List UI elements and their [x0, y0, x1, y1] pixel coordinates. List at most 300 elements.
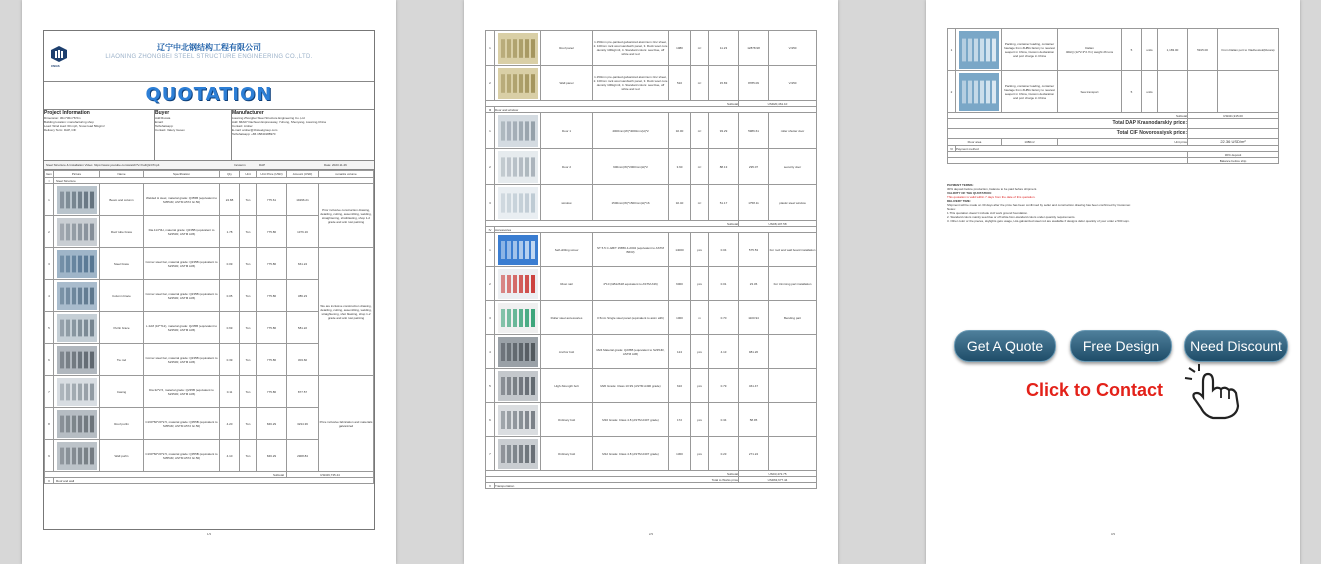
subtotal-label: Subtotal	[45, 472, 287, 478]
cell-amount: 1758.11	[739, 185, 769, 221]
cell-name: Roof panel	[541, 31, 593, 66]
total-dap-row	[948, 119, 1279, 129]
product-photo	[57, 314, 97, 342]
cell-name: Casing	[100, 376, 144, 408]
cell-name: Door 1	[541, 113, 593, 149]
cell-price: 15.83	[709, 66, 739, 101]
manufacturer-line: Contact: Amber	[232, 124, 253, 128]
click-to-contact-link[interactable]: Click to Contact	[1026, 380, 1164, 400]
picture-cell	[54, 408, 100, 440]
company-header	[44, 31, 374, 82]
cell-desc: Packing, container loading, container haulage from ZHBG factory to nearest seaport in China, Custom declaration and port charge in China	[1002, 29, 1058, 71]
cell-qty: 6000	[669, 267, 691, 301]
picture-cell	[54, 440, 100, 472]
cell-qty: 1000	[669, 301, 691, 335]
product-photo	[57, 218, 97, 246]
cell-unit: Ton	[240, 344, 257, 376]
cell-spec: M16 Grade: Class 4.8 (ASTM A307 grade)	[593, 403, 669, 437]
cell-qty: 1080	[669, 31, 691, 66]
item-number: 3	[486, 301, 495, 335]
product-photo	[57, 250, 97, 278]
cell-unit: pcs	[691, 335, 709, 369]
cell-unit: Ton	[240, 312, 257, 344]
cell-name: Column brace	[100, 280, 144, 312]
picture-cell	[495, 31, 541, 66]
buyer-line: Add:Russia	[155, 116, 171, 120]
total-value: USD63,677.44	[739, 477, 817, 483]
section-number: V	[486, 483, 495, 489]
section-title: Payment method	[956, 146, 1279, 152]
cell-remark: V-950	[769, 31, 817, 66]
table-row	[486, 185, 817, 221]
subtotal-value: USD3,472.75	[739, 471, 817, 477]
cell-unit: units	[1142, 71, 1158, 113]
item-number: 1	[486, 233, 495, 267]
cell-qty: 510	[669, 66, 691, 101]
cell-name: Door 2	[541, 149, 593, 185]
cell-remark: For roof and wall board installation	[769, 233, 817, 267]
manufacturer-line: Tel/whatsapp: +86 15840188970	[232, 132, 276, 136]
cell-amount: 303.60	[287, 344, 319, 376]
cell-name: Wall purlin	[100, 440, 144, 472]
item-number: 6	[45, 344, 54, 376]
table-row	[486, 369, 817, 403]
cell-name: Tie rod	[100, 344, 144, 376]
item-number: 2	[948, 71, 956, 113]
cell-unit: Ton	[240, 408, 257, 440]
unit-price-label: Unit price	[1058, 139, 1188, 146]
note-line: 1.This quotation doesn't include civil work ground foundation.	[947, 211, 1028, 215]
picture-cell	[495, 113, 541, 149]
total-label: Total to Works price	[486, 477, 739, 483]
floor-area-label: Floor area	[948, 139, 1002, 146]
cell-qty: 4.20	[220, 408, 240, 440]
balance-label: Balance before ship	[1188, 158, 1279, 164]
cell-spec: Welded H steel, material grade: Q355B (equivalent to S355JR, ASTM A572 Gr.50)	[144, 184, 220, 216]
cell-qty: 14000	[669, 233, 691, 267]
item-number: 2	[486, 149, 495, 185]
page-number: 1/3	[206, 532, 212, 536]
remark-cell: Price inclusive fabrication and materials galvanized	[319, 376, 374, 472]
cell-unit: m²	[691, 31, 709, 66]
item-number: 7	[45, 376, 54, 408]
cell-spec: 1.150mm pre-painted galvanized aluminum zinc sheet, 2. 100mm rock wool sandwich panel, 3. Rock wool core density 100kg/m3, 4. Standard colors: sea blue, off white and red	[593, 66, 669, 101]
subtotal-value: USD21,915.00	[1188, 113, 1279, 119]
table-header-row	[45, 171, 374, 178]
unit-price-value: 22.36 USD/m²	[1188, 139, 1279, 146]
cell-price: 846.29	[257, 440, 287, 472]
item-number: 2	[486, 267, 495, 301]
table-row	[486, 149, 817, 185]
cell-amount: 877.57	[287, 376, 319, 408]
cell-name: Ordinary bolt	[541, 437, 593, 471]
cell-price: 11.23	[709, 31, 739, 66]
quotation-title: QUOTATION	[145, 84, 273, 105]
cell-amount: 386.23	[287, 280, 319, 312]
picture-cell	[54, 184, 100, 216]
subtotal-label: Subtotal	[486, 101, 739, 107]
cell-amount: 3234.36	[287, 408, 319, 440]
section-number: IV	[486, 227, 495, 233]
item-number: 1	[486, 113, 495, 149]
cell-price: 0.01	[709, 267, 739, 301]
picture-cell	[54, 344, 100, 376]
quotation-frame	[43, 30, 375, 530]
cell-price: 0.23	[709, 437, 739, 471]
cell-spec: Corner steel bar, material grade: Q235B (equivalent to S235JR, ASTM A36)	[144, 248, 220, 280]
video-bar	[44, 161, 374, 170]
payment-row	[948, 158, 1279, 164]
table-row	[486, 31, 817, 66]
picture-cell	[495, 437, 541, 471]
note-line: 30% deposit before production, balance to be paid before shipment.	[947, 187, 1038, 191]
cell-unit: Ton	[240, 184, 257, 216]
cell-spec: Dia.32*2.5, material grade: Q235B (equivalent to S235JR, ASTM A36)	[144, 376, 220, 408]
picture-cell	[956, 29, 1002, 71]
cell-amount	[1188, 71, 1218, 113]
product-photo	[498, 439, 538, 469]
cell-remark	[1218, 71, 1279, 113]
product-photo	[57, 282, 97, 310]
cell-spec: Corner steel bar, material grade: Q235B (equivalent to S235JR, ASTM A36)	[144, 344, 220, 376]
table-row	[486, 233, 817, 267]
cell-spec: ST 5.5 C-GB/T 15856.4-2002 (equivalent to ASTM B633)	[593, 233, 669, 267]
cell-amount: 981.26	[739, 335, 769, 369]
document-page-2	[464, 0, 838, 564]
picture-cell	[54, 376, 100, 408]
note-line: Notes:	[947, 207, 956, 211]
get-a-quote-button[interactable]: Get A Quote	[954, 330, 1056, 362]
cell-remark: roller shutter door	[769, 113, 817, 149]
steel-structure-table	[44, 170, 374, 484]
cell-unit: pcs	[691, 437, 709, 471]
cell-price: 1,183.00	[1158, 29, 1188, 71]
cell-name: Anchor bolt	[541, 335, 593, 369]
advance-label: 30% deposit	[1188, 152, 1279, 158]
project-line: Delivery Term: DAP, CIF	[44, 128, 77, 132]
document-page-1	[22, 0, 396, 564]
cell-unit: pcs	[691, 233, 709, 267]
col-header: Unit	[240, 171, 257, 178]
cell-unit: Ton	[240, 280, 257, 312]
cell-unit: Ton	[240, 248, 257, 280]
product-photo	[498, 33, 538, 64]
table-row	[948, 29, 1279, 71]
section-title: Steel Structure	[54, 178, 374, 184]
item-number: 6	[486, 403, 495, 437]
product-photo	[498, 187, 538, 219]
cell-name: Wall panel	[541, 66, 593, 101]
cell-amount: 19296.21	[287, 184, 319, 216]
buyer-info	[155, 110, 232, 161]
cell-spec: 1.150mm pre-painted galvanized aluminum zinc sheet, 2. 100mm rock wool sandwich panel, 3. Rock wool core density 100kg/m3, 4. Standard colors: sea blue, off white and red	[593, 31, 669, 66]
note-line: 2. Standard colors mainly sea blue or off white.Non-standard colors under quantity requirements.	[947, 215, 1076, 219]
cell-unit: Ton	[240, 216, 257, 248]
product-photo	[498, 269, 538, 299]
cell-qty: 1.78	[220, 216, 240, 248]
cell-amount: 5915.00	[1188, 29, 1218, 71]
cell-price: 0.34	[709, 403, 739, 437]
document-page-3	[926, 0, 1300, 564]
cell-price: 775.86	[257, 280, 287, 312]
cell-price: 51.17	[709, 185, 739, 221]
cell-price	[1158, 71, 1188, 113]
col-header: Item	[46, 172, 52, 176]
cell-amount: 575.53	[739, 233, 769, 267]
cell-spec: L 4xM (10*?12), material grade: Q235B (equivalent to S235JR, ASTM A36)	[144, 312, 220, 344]
cell-price: 0.79	[709, 369, 739, 403]
cell-amount: 581.22	[287, 312, 319, 344]
cell-unit: pcs	[691, 267, 709, 301]
cell-unit: pcs	[691, 403, 709, 437]
buyer-label: Buyer	[155, 110, 170, 116]
cell-amount: 1100.94	[739, 301, 769, 335]
cell-price: 93.29	[709, 113, 739, 149]
cell-amount: 5986.61	[739, 113, 769, 149]
project-line: Dimension: 30m*30m*8.5m	[44, 116, 81, 120]
item-number: 4	[486, 335, 495, 369]
cell-amount: 23.36	[739, 267, 769, 301]
picture-cell	[495, 233, 541, 267]
note-line: DELIVERY TIME:	[947, 199, 971, 203]
table-row	[486, 301, 817, 335]
cell-amount: 271.24	[739, 437, 769, 471]
col-header: remarks volume	[319, 171, 374, 178]
cell-qty: 0.11	[220, 376, 240, 408]
cell-remark: Bending part	[769, 301, 817, 335]
cell-name: High-Strength bolt	[541, 369, 593, 403]
table-row	[486, 267, 817, 301]
cell-price: 775.86	[257, 312, 287, 344]
cell-qty: 32.00	[669, 113, 691, 149]
cell-amount: 1376.16	[287, 216, 319, 248]
subtotal-value: USD20,461.10	[739, 101, 817, 107]
subtotal-label: Subtotal	[948, 113, 1188, 119]
cell-qty: 610	[669, 369, 691, 403]
picture-cell	[495, 66, 541, 101]
product-photo	[498, 68, 538, 99]
table-row	[948, 71, 1279, 113]
item-number: 5	[486, 369, 495, 403]
product-photo	[57, 410, 97, 438]
project-line: Load: Wind load: 60 mph, Snow load 50kg/m²	[44, 124, 105, 128]
cell-qty: 4.10	[220, 440, 240, 472]
incoterm-value: DAP	[259, 163, 266, 167]
cell-qty: 0.05	[220, 280, 240, 312]
cell-spec: M12 Grade: Class 4.8 (ASTM A307 grade)	[593, 437, 669, 471]
table-row	[486, 66, 817, 101]
table-row	[45, 376, 374, 408]
col-header: Name	[100, 171, 144, 178]
cell-desc: Packing, container loading, container haulage from ZHBG factory to nearest seaport in China, Custom declaration and port charge in China	[1002, 71, 1058, 113]
product-photo	[959, 73, 999, 111]
col-header: Amount (USD)	[287, 171, 319, 178]
subtotal-value: USD29,735.44	[287, 472, 374, 478]
cell-spec: 4*10 (GB12618 equivalent to ASTM A36)	[593, 267, 669, 301]
section-number: III	[486, 107, 495, 113]
item-number: 1	[486, 31, 495, 66]
section-number: II	[45, 478, 54, 484]
product-photo	[57, 442, 97, 470]
cell-price: 88.13	[709, 149, 739, 185]
item-number: 9	[45, 440, 54, 472]
cell-unit: m²	[691, 185, 709, 221]
item-number: 2	[486, 66, 495, 101]
cell-spec: M20 Grade: Class 10.9S (ASTM A490 grade)	[593, 369, 669, 403]
section-title: Transportation	[495, 483, 817, 489]
cell-qty: 3.60	[669, 149, 691, 185]
cell-name: Purlin brace	[100, 312, 144, 344]
product-photo	[498, 235, 538, 265]
cell-remark	[769, 335, 817, 369]
cell-remark: For trimming part installation	[769, 267, 817, 301]
buyer-line: Contact: Valery Gusev	[155, 128, 185, 132]
item-number: 8	[45, 408, 54, 440]
product-photo	[498, 115, 538, 147]
picture-cell	[54, 312, 100, 344]
cell-name: window	[541, 185, 593, 221]
product-photo	[57, 186, 97, 214]
cell-remark	[769, 437, 817, 471]
section-row	[45, 478, 374, 484]
subtotal-label: Subtotal	[486, 471, 739, 477]
company-name-cn: 辽宁中北钢结构工程有限公司	[157, 43, 261, 52]
product-photo	[57, 378, 97, 406]
picture-cell	[495, 185, 541, 221]
item-number: 2	[45, 216, 54, 248]
cell-amount: 461.47	[739, 369, 769, 403]
product-photo	[498, 151, 538, 183]
cell-price: 0.70	[709, 301, 739, 335]
cell-price: 4.13	[709, 335, 739, 369]
table-row	[486, 403, 817, 437]
picture-cell	[495, 267, 541, 301]
cell-unit: Ton	[240, 376, 257, 408]
product-photo	[959, 31, 999, 69]
cell-spec: M24 Material grade: Q235B (equivalent to S235JR, ASTM A36)	[593, 335, 669, 369]
cell-spec: 1500mm(W)*1500mm(H)*16	[593, 185, 669, 221]
subtotal-value: USD8,107.58	[739, 221, 817, 227]
cell-remark: security door	[769, 149, 817, 185]
item-number: 1	[45, 184, 54, 216]
pointing-hand-icon	[1181, 362, 1247, 420]
cell-spec: C160*60*20*2.5, material grade: Q355B (equivalent to S355JR, ASTM A572 Gr.50)	[144, 440, 220, 472]
materials-table	[485, 30, 817, 489]
quotation-frame	[485, 30, 817, 522]
cell-qty: 0.39	[220, 344, 240, 376]
project-line: Building location: manufacturing shop	[44, 120, 94, 124]
item-number: 3	[486, 185, 495, 221]
cell-qty: 172	[669, 403, 691, 437]
cell-qty: 24.88	[220, 184, 240, 216]
steel-rows	[45, 184, 374, 472]
manufacturer-line: E-mail: amber@zbsteelgroup.com	[232, 128, 278, 132]
section-row	[486, 483, 817, 489]
quote-date: Date: 2023.11.26	[324, 163, 347, 167]
cell-spec: C160*60*20*2.5, material grade: Q355B (equivalent to S355JR, ASTM A572 Gr.50)	[144, 408, 220, 440]
cell-unit: m²	[691, 113, 709, 149]
picture-cell	[54, 280, 100, 312]
table-row	[486, 335, 817, 369]
cell-amount: 2908.84	[287, 440, 319, 472]
table-row	[45, 184, 374, 216]
cell-amount: 661.24	[287, 248, 319, 280]
cell-spec: 4000mm(W)*4000mm(H)*2	[593, 113, 669, 149]
quotation-frame	[947, 28, 1279, 178]
cell-amount: 12878.98	[739, 31, 769, 66]
cell-price: 0.04	[709, 233, 739, 267]
cell-name: Beam and column	[100, 184, 144, 216]
product-photo	[57, 346, 97, 374]
buyer-line: Tel/whatsapp:	[155, 124, 174, 128]
cell-spec: 0.5mm Single steel panel (equivalent to astm a36)	[593, 301, 669, 335]
table-row	[45, 248, 374, 280]
cell-name: Steel brace	[100, 248, 144, 280]
col-header: Specification	[144, 171, 220, 178]
subtotal-label: Subtotal	[486, 221, 739, 227]
logo-text: CNGS	[51, 64, 60, 68]
unit-price-row	[948, 139, 1279, 146]
page-number: 2/3	[648, 532, 654, 536]
cell-unit: units	[1142, 29, 1158, 71]
cell-unit: m	[691, 301, 709, 335]
picture-cell	[495, 403, 541, 437]
picture-cell	[495, 301, 541, 335]
cell-price: 846.29	[257, 408, 287, 440]
col-header: Qty	[220, 171, 240, 178]
cell-unit: m²	[691, 149, 709, 185]
note-line: This quotation is valid within 7 days from the date of this quotation.	[947, 195, 1036, 199]
manufacturer-line: Add: 8#A07 Dachuan Expressway, Yuhong, Shenyang, Liaoning,China	[232, 120, 326, 124]
cell-qty: 32.40	[669, 185, 691, 221]
cell-unit: m²	[691, 66, 709, 101]
terms-notes	[947, 183, 1287, 223]
cell-name: Ordinary bolt	[541, 403, 593, 437]
section-title: Accessories	[495, 227, 817, 233]
picture-cell	[495, 335, 541, 369]
cell-amount: 295.07	[739, 149, 769, 185]
cell-price: 775.86	[257, 216, 287, 248]
transport-table	[947, 28, 1279, 164]
cell-remark: From Dalian port to Vladivostok(Russia)	[1218, 29, 1279, 71]
page-number: 3/3	[1110, 532, 1116, 536]
cell-spec: Dia.114*3H, material grade: Q235B (equivalent to S235JR, ASTM A36)	[144, 216, 220, 248]
item-number: 7	[486, 437, 495, 471]
cell-unit: Ton	[240, 440, 257, 472]
company-name-en: LIAONING ZHONGBEI STEEL STRUCTURE ENGINEERING CO.,LTD.	[105, 54, 313, 60]
picture-cell	[956, 71, 1002, 113]
cell-name: Roof purlin	[100, 408, 144, 440]
cell-qty: 124	[669, 335, 691, 369]
buyer-line: Email:	[155, 120, 164, 124]
product-photo	[498, 405, 538, 435]
need-discount-button[interactable]: Need Discount	[1184, 330, 1288, 362]
item-number: 3	[45, 248, 54, 280]
section-number: I	[45, 178, 54, 184]
cell-name: Rivet nail	[541, 267, 593, 301]
cell-qty: 5	[1122, 71, 1142, 113]
free-design-button[interactable]: Free Design	[1070, 330, 1172, 362]
cell-spec: 900mm(W)*2000mm(H)*2	[593, 149, 669, 185]
table-row	[486, 113, 817, 149]
item-number: 4	[45, 280, 54, 312]
product-photo	[498, 371, 538, 401]
section-title: Door and window	[495, 107, 817, 113]
note-line: 3. Other color or the pieces, skylights gets usage, Hot-galvanized steel rod are available if designs defer quantity of your order ≥ 500 sqm.	[947, 219, 1130, 223]
cell-remark	[769, 403, 817, 437]
cell-qty: 1300	[669, 437, 691, 471]
video-link[interactable]: Steel Structure & Installation Video: https://www.youtube.com/watch?v=Xu4QIc4Tnp4	[46, 163, 160, 167]
